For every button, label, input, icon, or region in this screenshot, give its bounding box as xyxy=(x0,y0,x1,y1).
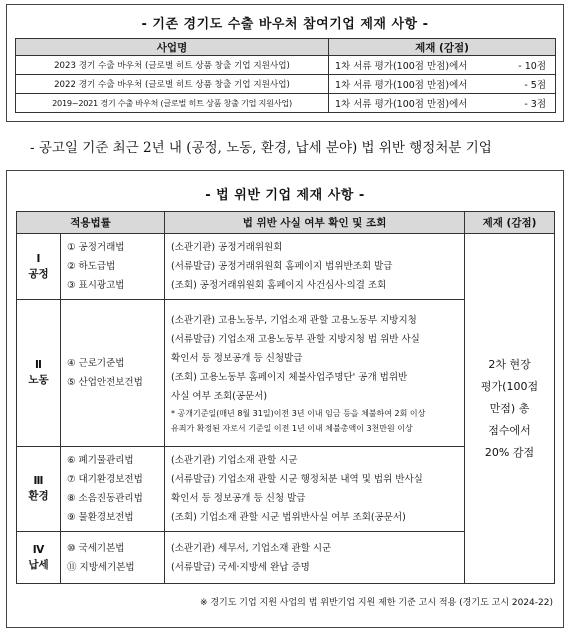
area-name: 공정 xyxy=(28,267,49,280)
law-item: ⑥ 폐기물관리법 xyxy=(67,455,134,466)
area-name: 노동 xyxy=(28,374,49,386)
check-line: (소관기관) 고용노동부, 기업소재 관할 고용노동부 지방지청 xyxy=(171,314,417,326)
penalty-points: - 3점 xyxy=(524,99,546,110)
area-numeral: Ⅲ xyxy=(33,475,44,487)
laws-list xyxy=(61,447,165,532)
check-line: (소관기관) 기업소재 관할 시군 xyxy=(171,455,298,466)
table-row xyxy=(16,56,556,75)
project-name: 2022 경기 수출 바우처 (글로벌 히트 상품 창출 기업 지원사업) xyxy=(16,75,329,94)
header-applicable-law: 적용법률 xyxy=(17,212,165,234)
law-item: ⑨ 물환경보전법 xyxy=(67,512,134,523)
area-numeral: Ⅳ xyxy=(32,543,45,556)
note-line: 유죄가 확정된 자로서 기준일 이전 1년 이내 체불총액이 3천만원 이상 xyxy=(171,423,413,433)
section2-title: - 법 위반 기업 제재 사항 - xyxy=(205,188,365,203)
check-line: (조회) 기업소재 관할 시군 법위반사실 여부 조회(공문서) xyxy=(171,512,406,523)
area-name: 납세 xyxy=(28,558,49,571)
header-penalty: 제재 (감점) xyxy=(329,39,556,56)
checks-list xyxy=(165,300,465,447)
penalty-line: 점수에서 xyxy=(488,423,531,437)
checks-list xyxy=(165,234,465,300)
penalty-text: 1차 서류 평가(100점 만점)에서 xyxy=(335,80,468,91)
table-row xyxy=(16,75,556,94)
area-name: 환경 xyxy=(28,490,49,502)
header-project: 사업명 xyxy=(16,39,329,56)
law-violation-table xyxy=(16,211,555,584)
check-line: (소관기관) 공정거래위원회 xyxy=(171,242,283,253)
area-environment xyxy=(17,447,61,532)
note-line: * 공개기준일(매년 8월 31일)이전 3년 이내 임금 등을 체불하여 2회 이상 xyxy=(171,408,426,418)
penalty-line: 2차 현장 xyxy=(488,357,531,371)
check-line: 확인서 등 정보공개 등 신청발급 xyxy=(171,352,303,364)
check-line: (서류발급) 기업소재 고용노동부 관할 지방지청 법 위반 사실 xyxy=(171,333,420,345)
area-tax xyxy=(17,532,61,584)
penalty-summary xyxy=(465,234,555,584)
law-item: ① 공정거래법 xyxy=(67,242,125,253)
penalty-points: - 5점 xyxy=(524,80,546,91)
table-header-row xyxy=(17,212,555,234)
penalty-line: 만점) 총 xyxy=(489,401,530,415)
law-item: ⑦ 대기환경보전법 xyxy=(67,474,143,485)
law-item: ③ 표시광고법 xyxy=(67,280,125,291)
law-item: ④ 근로기준법 xyxy=(67,358,125,369)
table-row xyxy=(16,94,556,113)
penalty-text: 1차 서류 평가(100점 만점)에서 xyxy=(335,99,468,110)
table-row xyxy=(17,234,555,300)
law-item: ⑤ 산업안전보건법 xyxy=(67,377,143,388)
check-line: (조회) 고용노동부 홈페이지 체불사업주명단' 공개 법위반 xyxy=(171,371,408,383)
area-numeral: Ⅰ xyxy=(36,252,41,265)
check-line: 사실 여부 조회(공문서) xyxy=(171,390,268,402)
project-name: 2019~2021 경기 수출 바우처 (글로벌 히트 상품 창출 기업 지원사업) xyxy=(16,94,329,113)
penalty-cell xyxy=(329,94,556,113)
check-line: (서류발급) 공정거래위원회 홈페이지 법위반조회 발급 xyxy=(171,261,393,272)
check-line: (소관기관) 세무서, 기업소재 관할 시군 xyxy=(171,542,332,554)
laws-list xyxy=(61,234,165,300)
penalty-points: - 10점 xyxy=(518,61,546,72)
section1-title: - 기존 경기도 수출 바우처 참여기업 제재 사항 - xyxy=(141,17,429,32)
table-header-row xyxy=(16,39,556,56)
laws-list xyxy=(61,300,165,447)
check-line: (서류발급) 국세·지방세 완납 증명 xyxy=(171,561,310,573)
law-item: ⑪ 지방세기본법 xyxy=(67,561,135,573)
check-line: 확인서 등 정보공개 등 신청 발급 xyxy=(171,493,306,504)
penalty-text: 1차 서류 평가(100점 만점)에서 xyxy=(335,61,468,72)
check-line: (서류발급) 기업소재 관할 시군 행정처분 내역 및 법위 반사실 xyxy=(171,474,423,485)
penalty-cell xyxy=(329,56,556,75)
law-item: ② 하도급법 xyxy=(67,261,116,272)
area-numeral: Ⅱ xyxy=(35,359,42,371)
header-check: 법 위반 사실 여부 확인 및 조회 xyxy=(165,212,465,234)
area-labor xyxy=(17,300,61,447)
law-item: ⑧ 소음진동관리법 xyxy=(67,493,143,504)
laws-list xyxy=(61,532,165,584)
law-item: ⑩ 국세기본법 xyxy=(67,542,125,554)
penalty-cell xyxy=(329,75,556,94)
existing-voucher-sanctions-box xyxy=(6,4,564,122)
area-fair-trade xyxy=(17,234,61,300)
existing-sanctions-table xyxy=(15,38,556,113)
penalty-line: 20% 감점 xyxy=(484,445,535,459)
checks-list xyxy=(165,447,465,532)
law-violation-sanctions-box xyxy=(6,170,564,628)
check-line: (조회) 공정거래위원회 홈페이지 사건심사·의결 조회 xyxy=(171,280,387,291)
eligibility-bullet: - 공고일 기준 최근 2년 내 (공정, 노동, 환경, 납세 분야) 법 위반 행정처분 기업 xyxy=(30,140,492,156)
checks-list xyxy=(165,532,465,584)
header-penalty: 제재 (감점) xyxy=(465,212,555,234)
project-name: 2023 경기 수출 바우처 (글로벌 히트 상품 창출 기업 지원사업) xyxy=(16,56,329,75)
footnote: ※ 경기도 기업 지원 사업의 법 위반기업 지원 제한 기준 고시 적용 (경기도 고시 2024-22) xyxy=(199,598,553,608)
penalty-line: 평가(100점 xyxy=(480,379,539,393)
